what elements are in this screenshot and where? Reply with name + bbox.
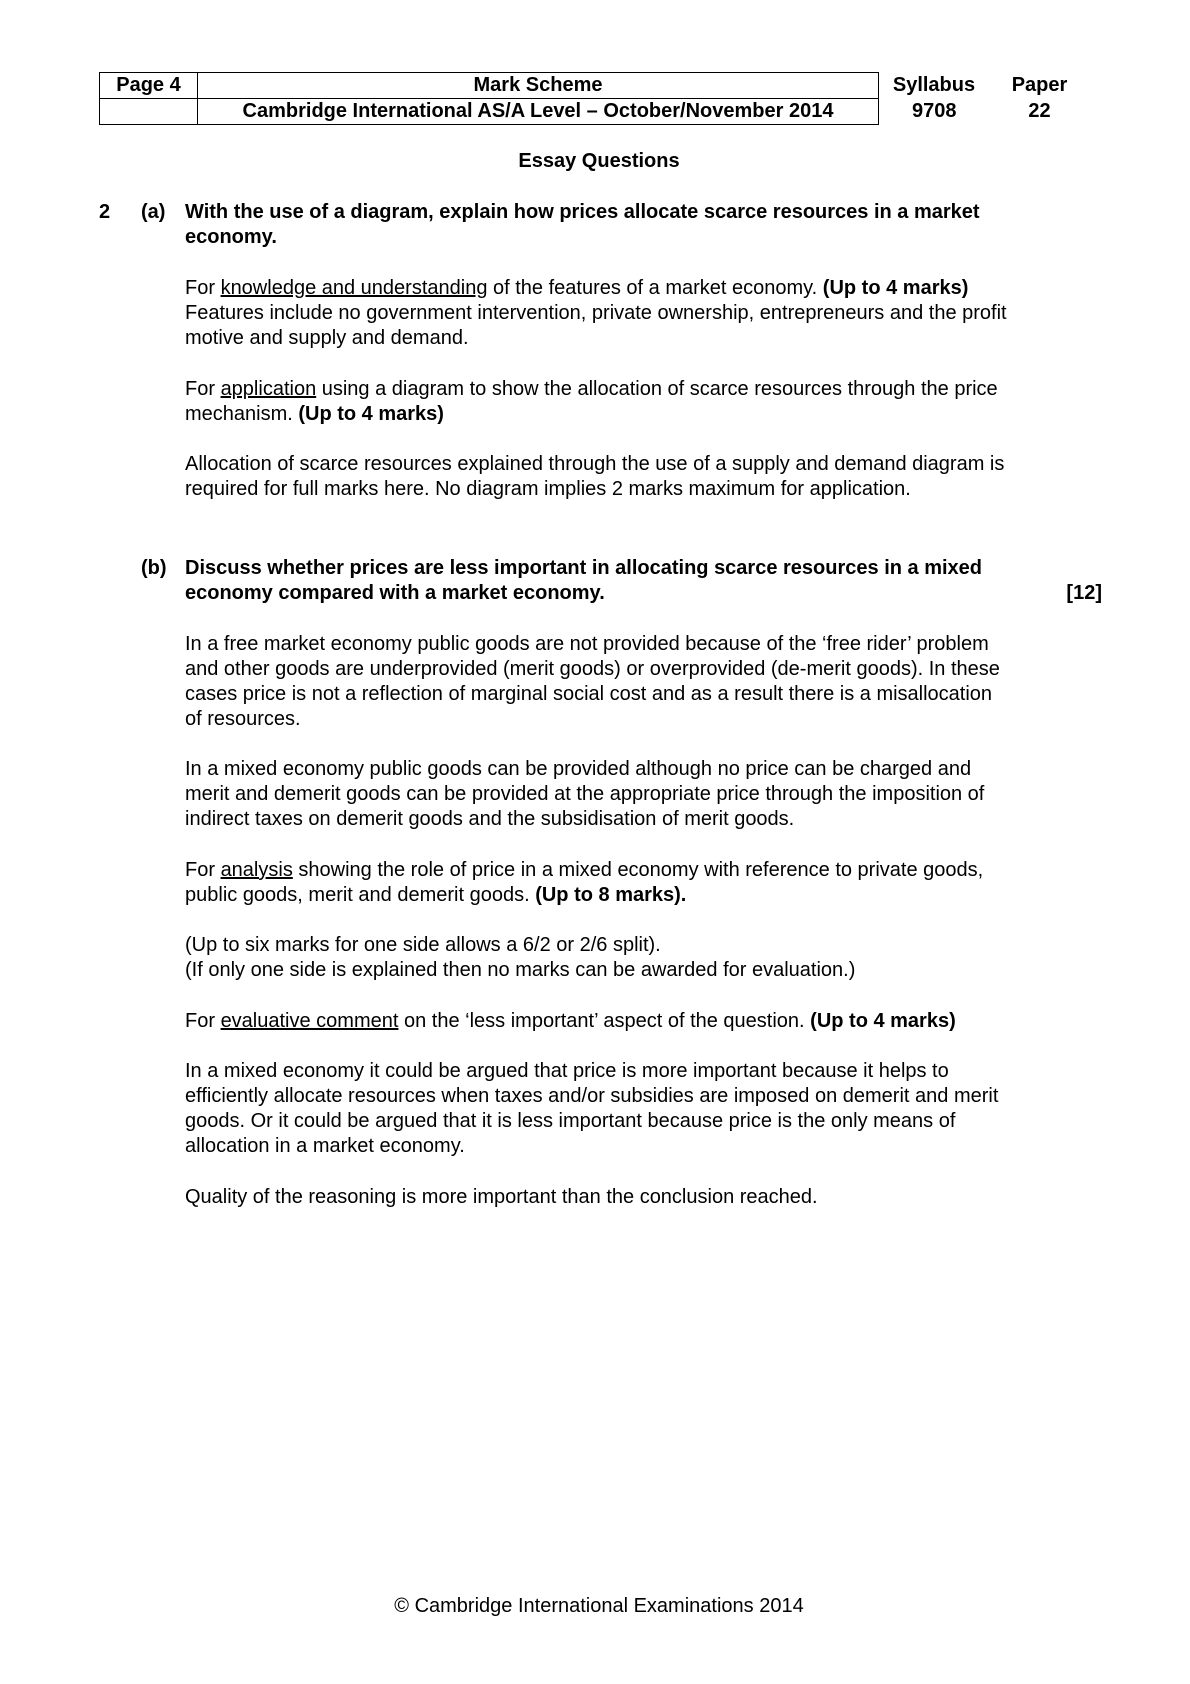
section-title: Essay Questions <box>518 150 680 172</box>
text-span: mechanism. <box>185 403 299 425</box>
part-b-question <box>185 556 1105 606</box>
marks-bold: (Up to 4 marks) <box>298 403 444 425</box>
part-b-argument-paragraph <box>185 1059 1105 1159</box>
syllabus-label: Syllabus <box>892 74 976 96</box>
page-number: Page 4 <box>100 73 198 99</box>
part-b-argument-line2: efficiently allocate resources when taxes and/or subsidies are imposed on demerit and merit <box>185 1085 999 1107</box>
marks-bold: (Up to 4 marks) <box>822 277 969 299</box>
paper-label: Paper <box>1011 74 1068 96</box>
evaluative-underlined: evaluative comment <box>220 1010 399 1032</box>
syllabus-value: 9708 <box>912 100 957 122</box>
part-b-split-line1: (Up to six marks for one side allows a 6/2 or 2/6 split). <box>185 934 661 956</box>
page-footer: © Cambridge International Examinations 2014 <box>394 1595 804 1617</box>
part-a-application-line2 <box>185 402 1105 427</box>
part-a-question-line2: economy. <box>185 226 277 248</box>
part-b-argument-line4: allocation in a market economy. <box>185 1135 465 1157</box>
application-underlined: application <box>220 378 317 400</box>
text-span: on the ‘less important’ aspect of the question. <box>398 1010 811 1032</box>
mark-scheme-title: Mark Scheme <box>198 73 879 99</box>
part-a-diagram-line1: Allocation of scarce resources explained through the use of a supply and demand diagram is <box>185 453 1005 475</box>
part-b-mixed-economy-line3: indirect taxes on demerit goods and the subsidisation of merit goods. <box>185 808 795 830</box>
part-b-free-market-line3: cases price is not a reflection of marginal social cost and as a result there is a misallocation <box>185 683 993 705</box>
part-b-mixed-economy-line2: merit and demerit goods can be provided at the appropriate price through the imposition of <box>185 783 985 805</box>
part-b-evaluative-paragraph <box>185 1009 1105 1034</box>
part-a-question-line1: With the use of a diagram, explain how prices allocate scarce resources in a market <box>185 201 980 223</box>
part-b-split-line2: (If only one side is explained then no marks can be awarded for evaluation.) <box>185 959 856 981</box>
text-span: For <box>185 277 221 299</box>
text-span: using a diagram to show the allocation of scarce resources through the price <box>316 378 998 400</box>
knowledge-underlined: knowledge and understanding <box>220 277 488 299</box>
part-b-question-line2: economy compared with a market economy. <box>185 582 605 604</box>
part-b-split-paragraph <box>185 933 1105 983</box>
qualification-title: Cambridge International AS/A Level – October/November 2014 <box>198 99 879 125</box>
part-a-question <box>185 200 1105 250</box>
part-b-analysis-line2 <box>185 883 1105 908</box>
text-span: For <box>185 859 221 881</box>
question-number: 2 <box>99 201 111 223</box>
part-a-diagram-paragraph <box>185 452 1105 502</box>
part-b-free-market-line2: and other goods are underprovided (merit goods) or overprovided (de-merit goods). In these <box>185 658 1000 680</box>
part-b-quality-line1: Quality of the reasoning is more important than the conclusion reached. <box>185 1186 818 1208</box>
part-b-argument-line1: In a mixed economy it could be argued that price is more important because it helps to <box>185 1060 949 1082</box>
text-span: of the features of a market economy. <box>487 277 823 299</box>
part-a-knowledge-line1 <box>185 276 1105 301</box>
text-span: showing the role of price in a mixed economy with reference to private goods, <box>292 859 984 881</box>
part-b-free-market-paragraph <box>185 632 1105 732</box>
analysis-underlined: analysis <box>220 859 293 881</box>
header-blank-cell <box>100 99 198 125</box>
header-table <box>99 72 1090 125</box>
part-b-mixed-economy-line1: In a mixed economy public goods can be provided although no price can be charged and <box>185 758 972 780</box>
page-header <box>99 72 1099 125</box>
part-b-mixed-economy-paragraph <box>185 757 1105 832</box>
part-a-application-paragraph <box>185 377 1105 427</box>
paper-value: 22 <box>1028 100 1051 122</box>
part-a-label: (a) <box>141 201 166 223</box>
part-a-knowledge-line3: motive and supply and demand. <box>185 327 469 349</box>
part-a-knowledge-paragraph <box>185 276 1105 351</box>
part-a-knowledge-line2: Features include no government intervention, private ownership, entrepreneurs and the profit <box>185 302 1007 324</box>
text-span: For <box>185 1010 221 1032</box>
part-b-analysis-line1 <box>185 858 1105 883</box>
marks-bold: (Up to 8 marks). <box>535 884 687 906</box>
part-a-diagram-line2: required for full marks here. No diagram implies 2 marks maximum for application. <box>185 478 911 500</box>
part-b-evaluative-line1 <box>185 1009 1105 1034</box>
part-a-application-line1 <box>185 377 1105 402</box>
text-span: For <box>185 378 221 400</box>
part-b-argument-line3: goods. Or it could be argued that it is less important because price is the only means of <box>185 1110 956 1132</box>
part-b-label: (b) <box>141 557 167 579</box>
part-b-marks: [12] <box>1066 582 1102 604</box>
part-b-analysis-paragraph <box>185 858 1105 908</box>
part-b-quality-paragraph <box>185 1185 1105 1210</box>
part-b-question-line1: Discuss whether prices are less important in allocating scarce resources in a mixed <box>185 557 983 579</box>
part-b-free-market-line1: In a free market economy public goods are not provided because of the ‘free rider’ problem <box>185 633 989 655</box>
marks-bold: (Up to 4 marks) <box>810 1010 956 1032</box>
part-b-free-market-line4: of resources. <box>185 708 301 730</box>
text-span: public goods, merit and demerit goods. <box>185 884 536 906</box>
